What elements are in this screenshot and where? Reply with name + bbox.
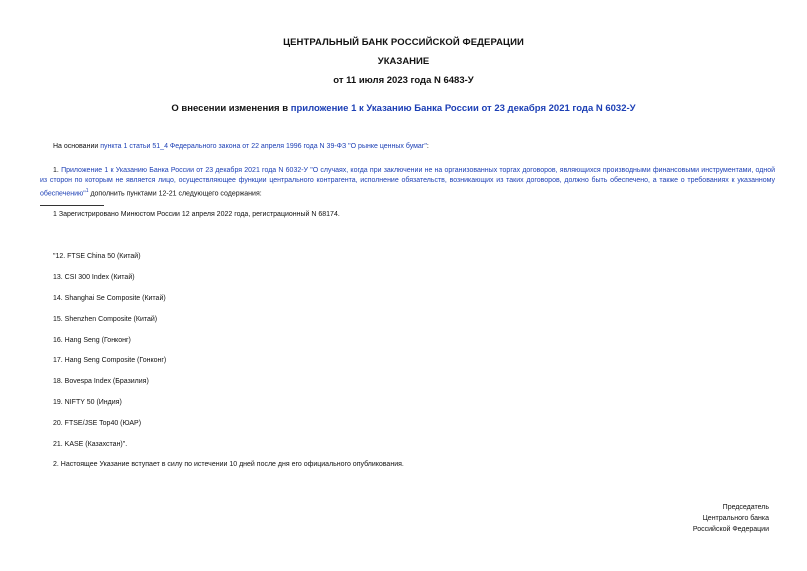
list-item: 16. Hang Seng (Гонконг) <box>53 337 131 344</box>
list-item: 19. NIFTY 50 (Индия) <box>53 399 122 406</box>
issuer-heading: ЦЕНТРАЛЬНЫЙ БАНК РОССИЙСКОЙ ФЕДЕРАЦИИ <box>283 37 524 48</box>
footnote: 1 Зарегистрировано Минюстом России 12 апреля 2022 года, регистрационный N 68174. <box>53 211 340 218</box>
list-item: 21. KASE (Казахстан)". <box>53 441 128 448</box>
document-type: УКАЗАНИЕ <box>377 56 430 67</box>
list-item: 15. Shenzhen Composite (Китай) <box>53 316 158 323</box>
law-reference-link[interactable]: пункта 1 статьи 51_4 Федерального закона от 22 апреля 1996 года N 39-ФЗ "О рынке ценных бумаг" <box>100 143 427 150</box>
list-item: 14. Shanghai Se Composite (Китай) <box>53 295 166 302</box>
para2-suffix: дополнить пунктами 12-21 следующего содержания: <box>88 190 262 198</box>
para1-suffix: : <box>426 143 429 150</box>
footnote-divider <box>40 205 104 206</box>
list-item: 13. CSI 300 Index (Китай) <box>53 274 135 281</box>
signature-line-3: Российской Федерации <box>692 526 769 533</box>
signature-block <box>693 502 769 535</box>
list-item: "12. FTSE China 50 (Китай) <box>53 253 141 260</box>
signature-line-2: Центрального банка <box>702 515 769 522</box>
list-item: 18. Bovespa Index (Бразилия) <box>53 378 149 385</box>
paragraph-effective-date: 2. Настоящее Указание вступает в силу по истечении 10 дней после дня его официального опубликования. <box>53 461 404 468</box>
title-link[interactable]: приложение 1 к Указанию Банка России от 23 декабря 2021 года N 6032-У <box>290 103 636 114</box>
document-date-number: от 11 июля 2023 года N 6483-У <box>333 75 474 86</box>
appendix-reference-link[interactable]: Приложение 1 к Указанию Банка России от 23 декабря 2021 года N 6032-У "О случаях, когда при заключении не на организованных торгах договоров, являющихся производными финансовыми инструментами, одной из сторон по которым не является лицо, осуществляющее функции центрального контрагента, исполнение обязательств, возникающих из таких договоров, должно быть обеспечено, а также о требованиях к указанному обеспечению" <box>40 167 775 198</box>
para1-prefix: На основании <box>53 143 101 150</box>
para2-prefix: 1. <box>53 167 62 174</box>
footnote-mark[interactable]: 1 <box>85 188 89 194</box>
document-title <box>0 103 807 114</box>
list-item: 17. Hang Seng Composite (Гонконг) <box>53 357 167 364</box>
title-prefix: О внесении изменения в <box>171 103 291 114</box>
paragraph-amendment <box>40 166 775 199</box>
signature-line-1: Председатель <box>722 504 769 511</box>
list-item: 20. FTSE/JSE Top40 (ЮАР) <box>53 420 142 427</box>
paragraph-basis <box>53 142 773 152</box>
